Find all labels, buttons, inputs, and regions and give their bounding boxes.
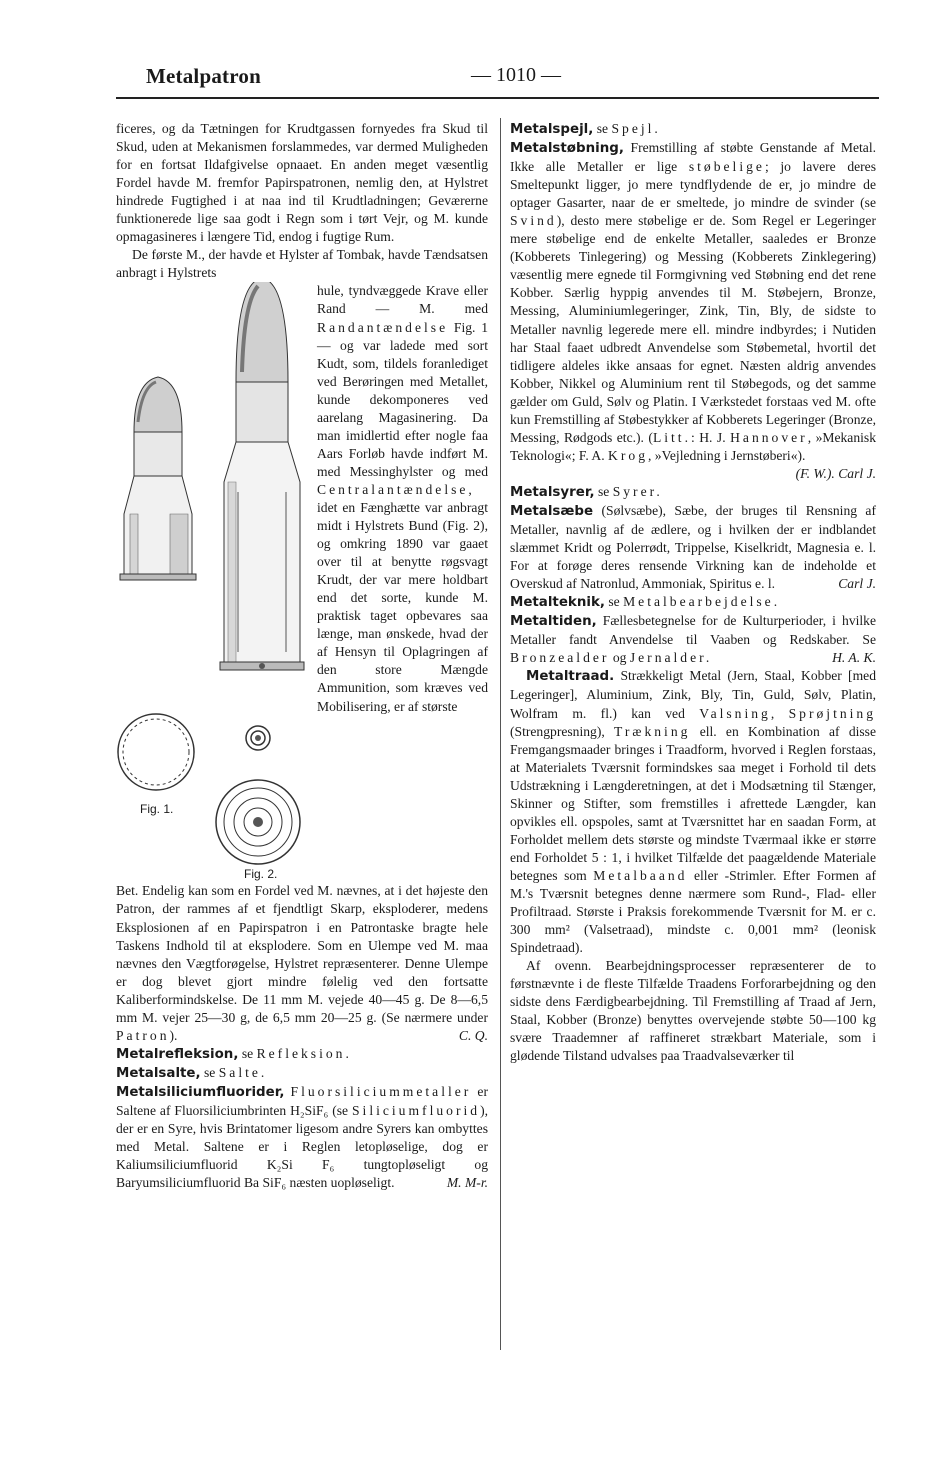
entry-metalteknik (510, 593, 876, 612)
left-column (116, 120, 488, 1192)
header-rule (116, 97, 879, 99)
fig1-caption: Fig. 1. (140, 802, 174, 817)
text-run: og (612, 650, 627, 666)
paragraph-first-cartridges: De første M., der havde et Hylster af Tombak, havde Tændsatsen anbragt i Hylstrets (116, 247, 488, 281)
headword: Metalstøbning, (510, 141, 624, 157)
centerfire-cartridge-drawing (220, 282, 304, 670)
text-run: Strækkeligt Metal (Jern, Staal, Kobber [med Legeringer], Aluminium, Zink, Bly, Tin, Guld, Sølv, Platin, Wolfram m. fl.) kan ved (510, 668, 876, 721)
spaced-term: Metalbaand (593, 867, 688, 883)
text-beside-figures (317, 282, 488, 715)
spaced-term: støbelige (688, 159, 765, 175)
author-signature: (F. W.). Carl J. (795, 465, 876, 481)
author-signature: C. Q. (458, 1027, 488, 1043)
paragraph-benefits (116, 882, 488, 1044)
headword: Metalsiliciumfluorider, (116, 1084, 285, 1100)
text-run: , idet en Fænghætte var anbragt midt i Hylstrets Bund (Fig. 2), og omkring 1890 var gaaet over til at benytte røgsvagt Krudt, der var mere holdbart end det sorte, kunde M. praktisk taget opbevares saa længe, man ønskede, hvad der af Hensyn til Oplagringen af den store Mængde Ammunition, som kræves ved Mobilisering, er af største (317, 481, 488, 714)
headword: Metalsæbe (510, 503, 594, 519)
text-run: eller -Strimler. Efter Formen af M.'s Tværsnit betegnes denne nærmere som Rund-, Flad- eller Profiltraad. Største i Praksis forekommende Tværsnit for M. er c. 300 mm² (Valsetraad), mindste c. 0,001 mm² (leonisk Spindetraad). (510, 867, 876, 956)
cross-reference[interactable]: Spejl. (611, 121, 661, 136)
author-signature: H. A. K. (832, 650, 876, 666)
rimfire-cartridge-drawing (120, 377, 196, 580)
text-run: Fællesbetegnelse for de Kulturperioder, i hvilke Metaller fandt Anvendelse til Vaaben og Redskaber. Se (510, 613, 876, 648)
cross-reference[interactable]: Salte. (218, 1064, 268, 1080)
spaced-term: Valsning (699, 705, 771, 721)
entry-metalsiliciumfluorider (116, 1083, 488, 1192)
text-run: , »Mekanisk Teknologi«; F. A. (510, 429, 877, 463)
fig2-base-drawing (216, 780, 300, 864)
cross-reference[interactable]: Siliciumfluorid (351, 1102, 481, 1118)
entry-metalsalte (116, 1064, 488, 1083)
cross-reference[interactable]: Svind (510, 213, 557, 229)
see-word: se (241, 1045, 254, 1061)
text-run: er Saltene af Fluorsiliciumbrinten H₂SiF₆ (se (116, 1083, 488, 1118)
figure-block (116, 282, 488, 882)
paragraph-advantages: ficeres, og da Tætningen for Krudtgassen fornyedes fra Skud til Skud, uden at Mekanismen forslammedes, var dermed Muligheden for en fortsat Ildafgivelse opnaaet. En anden meget væsentlig Fordel havde M. fremfor Papirspatronen, nemlig den, at Hylstret hindrede Fugtighed i at naa ind til Krudtladningen; Geværerne funktionerede lige saa godt i Regn som i tørt Vejr, og M. kunde opmagasineres i længere Tid, endog i fugtige Rum. (116, 121, 488, 245)
headword: Metalrefleksion, (116, 1046, 239, 1062)
entry-metalsyrer (510, 483, 876, 502)
spaced-term: Fluorsiliciummetaller (290, 1083, 472, 1099)
text-run: (Sølvsæbe), Sæbe, der bruges til Rensning af Metaller, navnlig af de ædlere, og i hvilken der er indblandet slæmmet Kridt og Polerrødt, Trippelse, Kiselkridt, Magnesia e. l. For at forøge deres rensende Virkning kan de indeholde et Overskud af Natronlud, Ammoniak, Spiritus e. l. (510, 502, 876, 592)
cross-reference[interactable]: Metalbearbejdelse. (623, 594, 781, 610)
cross-reference[interactable]: Jernalder. (629, 650, 713, 666)
cross-reference-patron[interactable]: Patron (116, 1027, 170, 1043)
text-run: ell. en Kombination af disse Fremgangsmaader bringes i Traadform, hvorved i Reglen forstaas, at Materialets Tværsnit formindskes saa meget i Forhold til dets Udstrækning i Længderetningen, at det i Modsætning til Stænger, Skinner og Stifter, som fremstilles i afrettede Længder, kan opvikles ell. opspoles, samt at Tværsnittet har en saadan Form, at Forholdet mellem dets største og mindste Tværmaal ikke er større end Forholdet 5 : 1, i hvilket Tilfælde det paagældende Materiale betegnes som (510, 723, 877, 883)
cross-reference[interactable]: Syrer. (612, 483, 663, 499)
cross-reference[interactable]: Refleksion. (256, 1045, 352, 1061)
text-run: : H. J. (690, 429, 726, 445)
see-word: se (608, 594, 620, 610)
headword: Metaltraad. (526, 669, 615, 685)
headword: Metaltiden, (510, 614, 597, 630)
see-word: se (204, 1064, 216, 1080)
text-run: Bet. Endelig kan som en Fordel ved M. nævnes, at i det højeste den Patron, der rammes af et fjendtligt Skarp, eksploderer, medens Eksplosionen af en Papirspatron i en Patrontaske bragte hele Taskens Indhold til at eksplodere. Som en Ulempe ved M. maa nævnes den Vægtforøgelse, Hylstret repræsenterer. Denne Ulempe er dog blevet gjort mindre følelig ved den fortsatte Kaliberformindskelse. De 11 mm M. vejede 40—45 g. De 8—6,5 mm M. vejer 25—30 g, de 6,5 mm 20—25 g. (Se nærmere under (116, 883, 488, 1025)
entry-metalstoebning (510, 139, 876, 483)
entry-metaltiden (510, 612, 876, 667)
spaced-author: Krog (608, 447, 648, 463)
entry-metalspejl (510, 120, 876, 139)
headword: Metalsyrer, (510, 484, 595, 500)
see-word: se (597, 483, 610, 499)
headword: Metalspejl, (510, 122, 594, 137)
cross-reference[interactable]: Bronzealder (510, 650, 610, 666)
spaced-term-randantaendelse: Randantændelse (317, 319, 449, 335)
running-head-title: Metalpatron (146, 64, 261, 88)
spaced-term: Trækning (614, 723, 691, 739)
column-rule (500, 118, 501, 1350)
running-header (116, 62, 876, 96)
spaced-term: Sprøjtning (788, 705, 877, 721)
see-word: se (596, 121, 609, 136)
entry-metaltraad: Metaltraad. Strækkeligt Metal (Jern, Staal, Kobber [med Legeringer], Aluminium, Zink, Bly, Tin, Guld, Sølv, Platin, Wolfram m. fl.) kan ved Valsning, Sprøjtning (Strengpresning), Trækning ell. en Kombination af disse Fremgangsmaader bringes i Traadform, hvorved i Reglen forstaas, at Materialets Tværsnit formindskes saa meget i Forhold til dets Udstrækning i Længderetningen, at det i Modsætning til Stænger, Skinner og Stifter, som fremstilles i afrettede Længder, kan opvikles ell. opspoles, samt at Tværsnittet har en saadan Form, at Forholdet mellem dets største og mindste Tværmaal ikke er større end Forholdet 5 : 1, i hvilket Tilfælde det paagældende Materiale betegnes som Metalbaand eller -Strimler. Efter Formen af M.'s Tværsnit betegnes denne nærmere som Rund-, Flad- eller Profiltraad. Største i Praksis forekommende Tværsnit for M. er c. 300 mm² (Valsetraad), mindste c. 0,001 mm² (leonisk Spindetraad). (510, 668, 877, 956)
spaced-term-centralantaendelse: Centralantændelse (317, 481, 469, 497)
text-run: (Strengpresning), (510, 723, 605, 739)
text-run: ; jo lavere deres Smeltepunkt ligger, jo mere tyndflydende de er, jo mindre de optager Gasarter, naar de er smeltede, jo mindre de svinder (se (510, 159, 877, 211)
text-run: , »Vejledning i Jernstøberi«). (648, 447, 806, 463)
entry-metalsaebe (510, 502, 876, 593)
entry-metalrefleksion (116, 1045, 488, 1064)
fig1-base-drawing (118, 714, 194, 790)
author-signature: M. M-r. (446, 1175, 488, 1191)
literature-label: Litt. (652, 429, 691, 445)
headword: Metalsalte, (116, 1065, 201, 1081)
paragraph-processing: Af ovenn. Bearbejdningsprocesser repræsenterer de to førstnævnte i de fleste Tilfælde Traadens Forforarbejdning og den sidste dens Færdigbearbejdning. Til Fremstilling af Traad af Jern, Staal, Kobber (Bronze) benyttes overvejende støbte 50—100 kg svære Traademner af raffineret strækbart Materiale, som i glødende Tilstand udvalses paa Traadvalseværker til (510, 958, 876, 1064)
text-run: Fig. 1 — og var ladede med sort Kudt, som, tildels foranlediget ved Berøringen med Metallet, kunde dekomponeres ved aarelang Magasinering. Da man imidlertid efter nogle faa Aars Forløb havde indført M. med Messinghylster og med (317, 319, 488, 479)
author-signature: Carl J. (838, 576, 876, 592)
headword: Metalteknik, (510, 595, 605, 611)
text-run: ). (169, 1027, 178, 1043)
text-run: ), der er en Syre, hvis Brintatomer ligesom andre Syrers kan ombyttes med Metal. Saltene er i Reglen letopløselige, dog er Kaliumsiliciumfluorid K₂Si F₆ tungtopløseligt og Baryumsiliciumfluorid Ba SiF₆ næsten uopløseligt. (116, 1102, 488, 1191)
text-run: Fremstilling af støbte Genstande af Metal. Ikke alle Metaller er lige (510, 140, 876, 175)
page-number: — 1010 — (471, 64, 561, 86)
text-run: ), desto mere støbelige er de. Som Regel er Legeringer mere støbelige end de enkelte Metaller, saaledes er Bronze (Kobberets Tinlegering) og Messing (Kobberets Zinklegering) væsentlig mere egnede til Formgivning ved Støbning end det rene Kobber. Særlig hyppig anvendes til M. Støbejern, Bronze, Messing, Aluminiumlegeringer, Zink, Tin, Bly, de sidste to Metaller navnlig legerede mere ell. mindre indbyrdes; i Nutiden har Staal faaet udbredt Anvendelse som Støbemetal, hvortil det tidligere aldeles ikke ansaas for egnet. Næsten aldrig anvendes Kobber, Nikkel og Aluminium rent til Støbegods, og det samme gælder om Guld, Sølv og Platin. I Værkstedet forstaas ved M. ofte kun Fremstilling af Støbestykker af Kobberets Legeringer (Bronze, Messing, Rødgods etc.). ( (510, 213, 876, 445)
spaced-author: Hannover (730, 429, 808, 445)
right-column (510, 120, 876, 1065)
primer-drawing (246, 726, 270, 750)
fig2-caption: Fig. 2. (244, 867, 278, 882)
cartridge-illustrations (116, 282, 316, 882)
text-run: hule, tyndvæggede Krave eller Rand — M. med (317, 283, 488, 317)
